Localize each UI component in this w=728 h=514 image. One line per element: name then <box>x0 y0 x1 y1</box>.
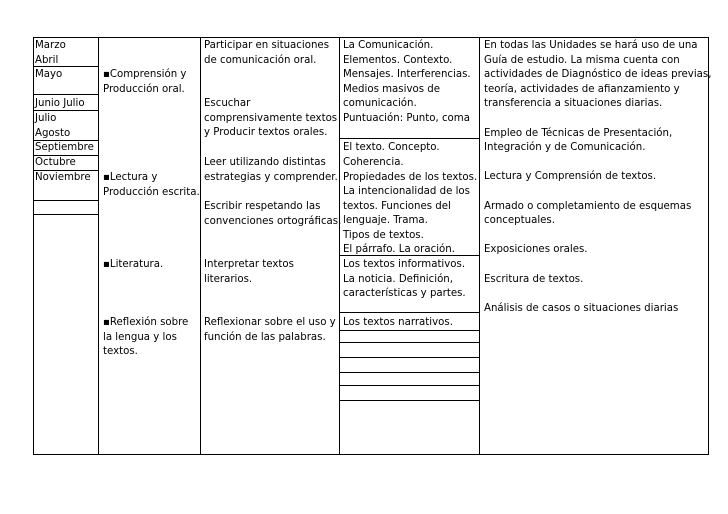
methodology-text: Lectura y Comprensión de textos. <box>484 171 657 183</box>
content-row-divider <box>339 357 479 358</box>
content-text: Los textos informativos. <box>343 259 466 270</box>
content-text: lenguaje. Trama. <box>343 215 428 226</box>
area-label: Producción oral. <box>103 83 185 95</box>
content-row-divider <box>339 330 479 331</box>
content-text: Puntuación: Punto, coma <box>343 113 470 124</box>
month-row-divider <box>33 66 98 67</box>
month-label: Junio Julio <box>35 98 85 109</box>
col-divider-4 <box>479 37 480 455</box>
content-text: comunicación. <box>343 98 417 109</box>
month-label: Marzo <box>35 40 66 51</box>
content-text: Propiedades de los textos. <box>343 172 478 183</box>
objective-text: estrategias y comprender. <box>204 171 338 183</box>
month-row-divider <box>33 140 98 141</box>
col-divider-2 <box>200 37 201 455</box>
methodology-text: transferencia a situaciones diarias. <box>484 98 663 110</box>
month-row-divider <box>33 110 98 111</box>
content-row-divider <box>339 312 479 313</box>
content-row-divider <box>339 372 479 373</box>
objective-text: Reflexionar sobre el uso y <box>204 317 336 328</box>
content-text: Los textos narrativos. <box>343 317 453 328</box>
month-row-divider <box>33 94 98 95</box>
col-divider-1 <box>98 37 99 455</box>
area-label: Producción escrita. <box>103 186 200 198</box>
month-row-divider <box>33 155 98 156</box>
methodology-text: teoría, actividades de afianzamiento y <box>484 83 680 95</box>
content-row-divider <box>339 255 479 256</box>
month-row-divider <box>33 170 98 171</box>
area-label: ▪Comprensión y <box>103 69 187 80</box>
col-divider-3 <box>339 37 340 455</box>
objective-text: Participar en situaciones <box>204 40 330 51</box>
methodology-text: actividades de Diagnóstico de ideas previas, <box>484 69 712 81</box>
content-text: El texto. Concepto. <box>343 142 440 153</box>
month-label: Mayo <box>35 69 63 80</box>
methodology-text: Guía de estudio. La misma cuenta con <box>484 54 680 66</box>
methodology-text: Escritura de textos. <box>484 273 584 285</box>
month-label: Septiembre <box>35 142 94 153</box>
content-text: Medios masivos de <box>343 84 440 95</box>
month-row-divider <box>33 200 98 201</box>
objective-text: de comunicación oral. <box>204 54 317 66</box>
area-label: textos. <box>103 346 138 358</box>
content-row-divider <box>339 385 479 386</box>
content-text: Coherencia. <box>343 157 404 168</box>
content-text: Tipos de textos. <box>343 230 424 241</box>
methodology-text: Armado o completamiento de esquemas <box>484 200 692 212</box>
area-label: ▪Literatura. <box>103 259 164 270</box>
content-text: La intencionalidad de los <box>343 186 470 197</box>
month-label: Octubre <box>35 157 76 168</box>
objective-text: y Producir textos orales. <box>204 127 328 139</box>
content-row-divider <box>339 342 479 343</box>
objective-text: literarios. <box>204 273 253 285</box>
objective-text: Escuchar <box>204 98 251 109</box>
objective-text: comprensivamente textos <box>204 112 338 124</box>
objective-text: Interpretar textos <box>204 259 294 270</box>
objective-text: Escribir respetando las <box>204 201 321 212</box>
methodology-text: conceptuales. <box>484 215 555 227</box>
content-text: características y partes. <box>343 288 466 299</box>
area-label: ▪Reflexión sobre <box>103 317 189 328</box>
content-row-divider <box>339 138 479 139</box>
content-text: La Comunicación. <box>343 40 434 51</box>
objective-text: función de las palabras. <box>204 331 326 343</box>
content-text: El párrafo. La oración. <box>343 244 455 255</box>
month-row-divider <box>33 214 98 215</box>
methodology-text: En todas las Unidades se hará uso de una <box>484 40 698 51</box>
objective-text: Leer utilizando distintas <box>204 157 326 168</box>
content-text: textos. Funciones del <box>343 201 451 212</box>
methodology-text: Análisis de casos o situaciones diarias <box>484 302 679 314</box>
methodology-text: Integración y de Comunicación. <box>484 142 646 154</box>
content-text: Elementos. Contexto. <box>343 55 453 66</box>
month-label: Noviembre <box>35 172 91 183</box>
content-text: La noticia. Definición, <box>343 274 453 285</box>
methodology-text: Exposiciones orales. <box>484 244 588 256</box>
content-text: Mensajes. Interferencias. <box>343 69 471 80</box>
month-label: Julio <box>35 113 57 124</box>
methodology-text: Empleo de Técnicas de Presentación, <box>484 127 673 139</box>
area-label: la lengua y los <box>103 331 177 343</box>
month-label: Agosto <box>35 128 71 139</box>
month-label: Abril <box>35 55 59 66</box>
area-label: ▪Lectura y <box>103 172 158 183</box>
content-row-divider <box>339 400 479 401</box>
objective-text: convenciones ortográficas. <box>204 215 342 227</box>
